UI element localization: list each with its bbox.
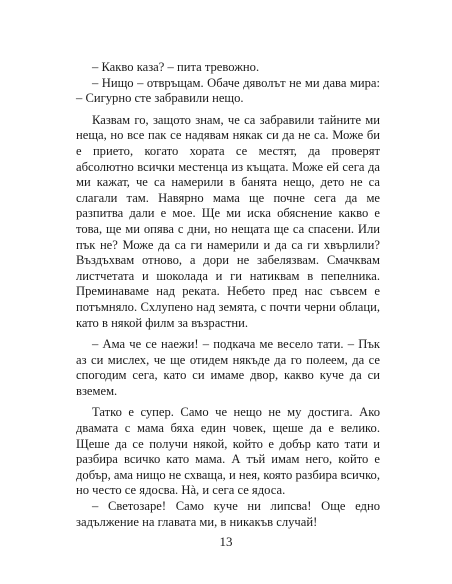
paragraph-3: Казвам го, защото знам, че са забравили тайните ми неща, но все пак се надявам някак си да не са. Може би е прието, когато хората се местят, да проверят абсолютно всички местенца из къщата. Може ей сега да ми кажат, че са намерили в банята нещо, дето не са слагали там. Навярно мама ще почне сега да ме разпитва дали е мое. Ще ми иска обяснение какво е това, ще ми опява с дни, но нещата ще са спасени. Или пък не? Може да са ги намерили и да са ги хвърлили? Въздъхвам отново, а дори не забелязвам. Смачквам листчетата и шоколада и ги натиквам в пепелника. Преминаваме над реката. Небето пред нас съвсем е потъмняло. Схлупено над земята, с почти черни облаци, като в някой филм за възрастни. [76, 112, 380, 330]
paragraph-6: – Светозаре! Само куче ни липсва! Още едно задължение на главата ми, в никакъв случай! [76, 499, 380, 529]
paragraph-4: – Ама че се наежи! – подкача ме весело тати. – Пък аз си мислех, че ще отидем някъде да го полеем, да се спогодим сега, като си имаме двор, какво куче да си вземем. [76, 337, 380, 398]
page-body [76, 60, 380, 530]
paragraph-5: Татко е супер. Само че нещо не му достига. Ако двамата с мама бяха един човек, щеше да е велико. Щеше да се получи някой, който е добър като тати и разбира всичко като мама. А тъй имам него, който е добър, ама нищо не схваща, и нея, която разбира всичко, но често се ядосва. Нà, и сега се ядоса. [76, 405, 380, 498]
paragraph-2: – Нищо – отвръщам. Обаче дяволът не ми дава мира: – Сигурно сте забравили нещо. [76, 75, 380, 106]
page-number: 13 [219, 534, 233, 549]
paragraph-1: – Какво каза? – пита тревожно. [92, 60, 260, 74]
